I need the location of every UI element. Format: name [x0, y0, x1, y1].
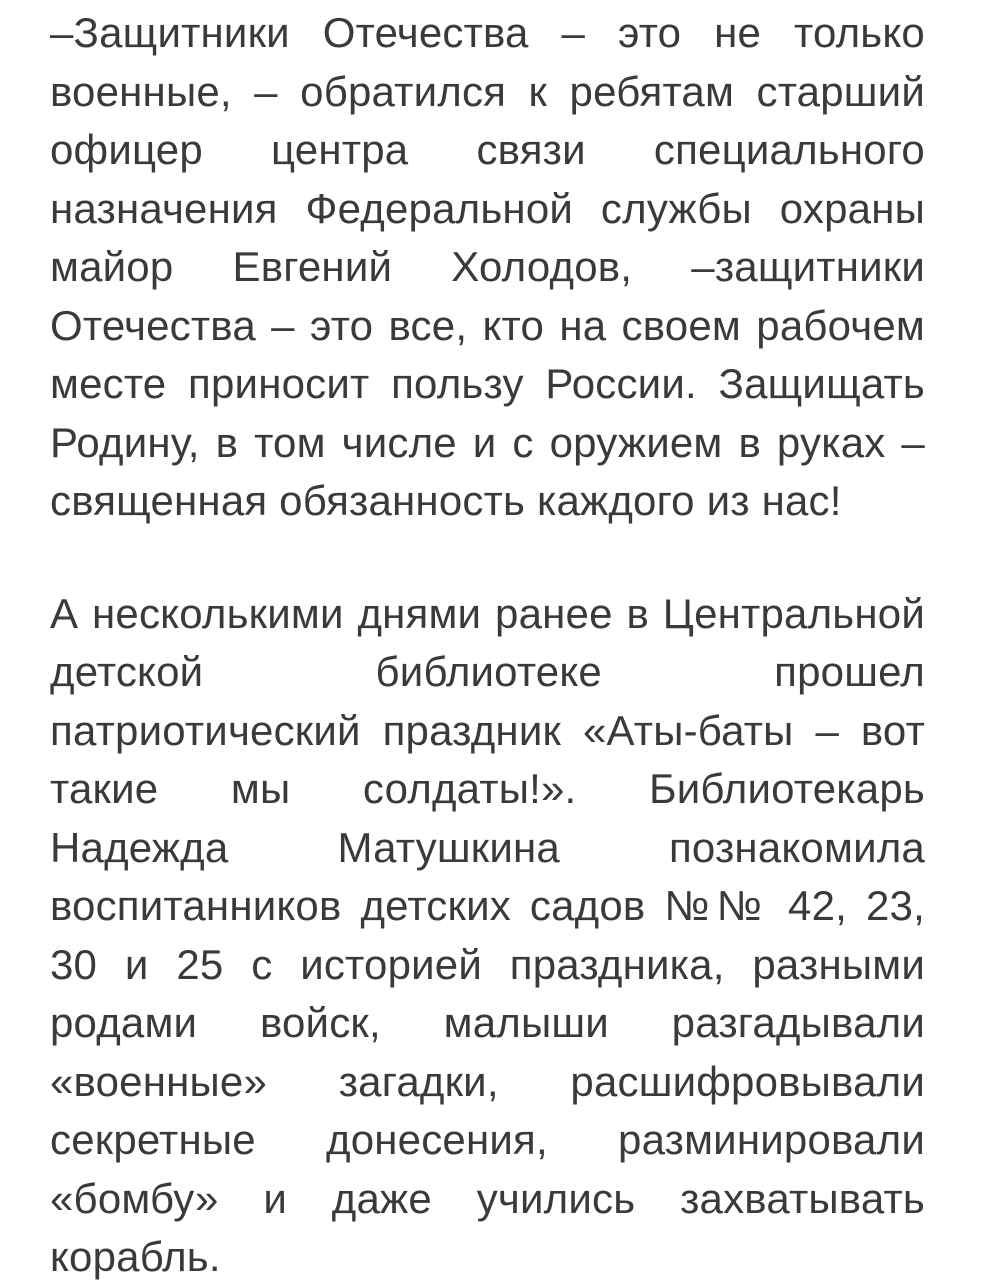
article-body — [50, 4, 925, 1287]
article-paragraph-1: –Защитники Отечества – это не только военные, – обратился к ребятам старший офицер центра связи специального назначения Федеральной службы охраны майор Евгений Холодов, –защитники Отечества – это все, кто на своем рабочем месте приносит пользу России. Защищать Родину, в том числе и с оружием в руках – священная обязанность каждого из нас! — [50, 9, 925, 524]
article-paragraph-2: А несколькими днями ранее в Центральной детской библиотеке прошел патриотический праздник «Аты-баты – вот такие мы солдаты!». Библиотекарь Надежда Матушкина познакомила воспитанников детских садов №№ 42, 23, 30 и 25 с историей праздника, разными родами войск, малыши разгадывали «военные» загадки, расшифровывали секретные донесения, разминировали «бомбу» и даже учились захватывать корабль. — [50, 589, 925, 1280]
